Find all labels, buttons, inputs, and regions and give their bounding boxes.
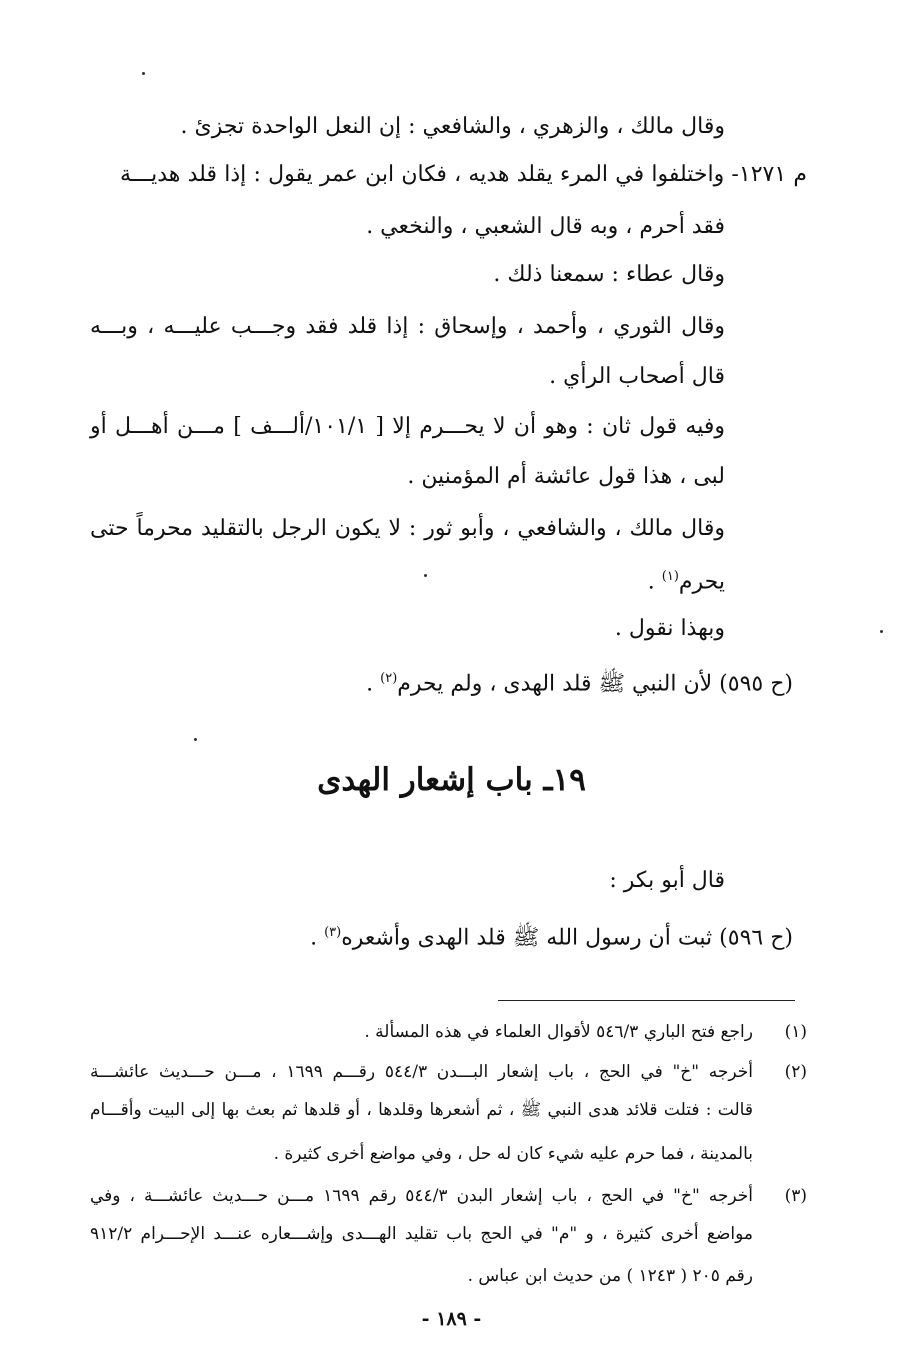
footnote-2-line-3: بالمدينة ، فما حرم عليه شيء كان له حل ، وفي مواضع أخرى كثيرة . [273, 1144, 753, 1164]
footnote-2-line-2: قالت : فتلت قلائد هدى النبي ﷺ ، ثم أشعرها وقلدها ، أو قلدها ثم بعث بها إلى البيت وأقـــام [90, 1100, 753, 1120]
text-line-4: وقال عطاء : سمعنا ذلك . [493, 262, 725, 287]
hadith-596-line [310, 918, 793, 953]
text-line-7: وفيه قول ثان : وهو أن لا يحـــرم إلا [ ١٠١/١/ألـــف ] مـــن أهـــل أو [90, 414, 725, 439]
chapter-heading: ١٩ـ باب إشعار الهدى [317, 762, 586, 798]
text-line-10 [648, 562, 725, 597]
text-period: . [647, 569, 662, 595]
footnote-separator [498, 1000, 795, 1001]
text-period: . [310, 925, 325, 951]
scan-speck [424, 574, 427, 577]
text-yuhrim: يحرم [678, 569, 725, 595]
text-line-9: وقال مالك ، والشافعي ، وأبو ثور : لا يكون الرجل بالتقليد محرماً حتى [90, 516, 725, 541]
footnote-3-line-2: مواضع أخرى كثيرة ، و "م" في الحج باب تقليد الهـــدى وإشـــعاره عنـــد الإحـــرام ٩١٢/٢ [90, 1224, 753, 1244]
footnote-ref-1: (١) [661, 569, 679, 584]
text-line-8: لبى ، هذا قول عائشة أم المؤمنين . [407, 464, 725, 489]
footnote-1-line-1: راجع فتح الباري ٥٤٦/٣ لأقوال العلماء في هذه المسألة . [364, 1022, 753, 1042]
footnote-ref-3: (٣) [324, 925, 342, 940]
abu-bakr-line: قال أبو بكر : [609, 868, 725, 893]
text-line-11: وبهذا نقول . [614, 616, 725, 641]
page-number: - ١٨٩ - [421, 1308, 482, 1330]
text-line-2-issue-1271: م ١٢٧١- واختلفوا في المرء يقلد هديه ، فكان ابن عمر يقول : إذا قلد هديـــة [120, 162, 807, 187]
hadith-595-text: (ح ٥٩٥) لأن النبي ﷺ قلد الهدى ، ولم يحرم [397, 671, 793, 697]
footnote-ref-2: (٢) [380, 671, 398, 686]
text-line-6: قال أصحاب الرأي . [549, 364, 725, 389]
footnote-2-line-1: أخرجه "خ" في الحج ، باب إشعار البـــدن ٥٤٤/٣ رقـــم ١٦٩٩ ، مـــن حـــديث عائشـــة [90, 1062, 753, 1082]
scan-speck [142, 72, 145, 75]
footnote-1-number: (١) [784, 1022, 807, 1042]
text-line-5: وقال الثوري ، وأحمد ، وإسحاق : إذا قلد فقد وجـــب عليـــه ، وبـــه [90, 314, 725, 339]
footnote-3-line-3: رقم ٢٠٥ ( ١٢٤٣ ) من حديث ابن عباس . [467, 1266, 753, 1286]
footnote-3-line-1: أخرجه "خ" في الحج ، باب إشعار البدن ٥٤٤/٣ رقم ١٦٩٩ مـــن حـــديث عائشـــة ، وفي [90, 1186, 754, 1206]
footnote-2-number: (٢) [784, 1062, 807, 1082]
hadith-595-line [366, 664, 793, 699]
text-line-3: فقد أحرم ، وبه قال الشعبي ، والنخعي . [366, 214, 725, 239]
hadith-596-text: (ح ٥٩٦) ثبت أن رسول الله ﷺ قلد الهدى وأشعره [341, 925, 793, 951]
scan-speck [880, 630, 883, 633]
text-period: . [366, 671, 381, 697]
footnote-3-number: (٣) [784, 1186, 807, 1206]
text-line-1: وقال مالك ، والزهري ، والشافعي : إن النعل الواحدة تجزئ . [180, 114, 725, 139]
scan-speck [194, 738, 197, 741]
